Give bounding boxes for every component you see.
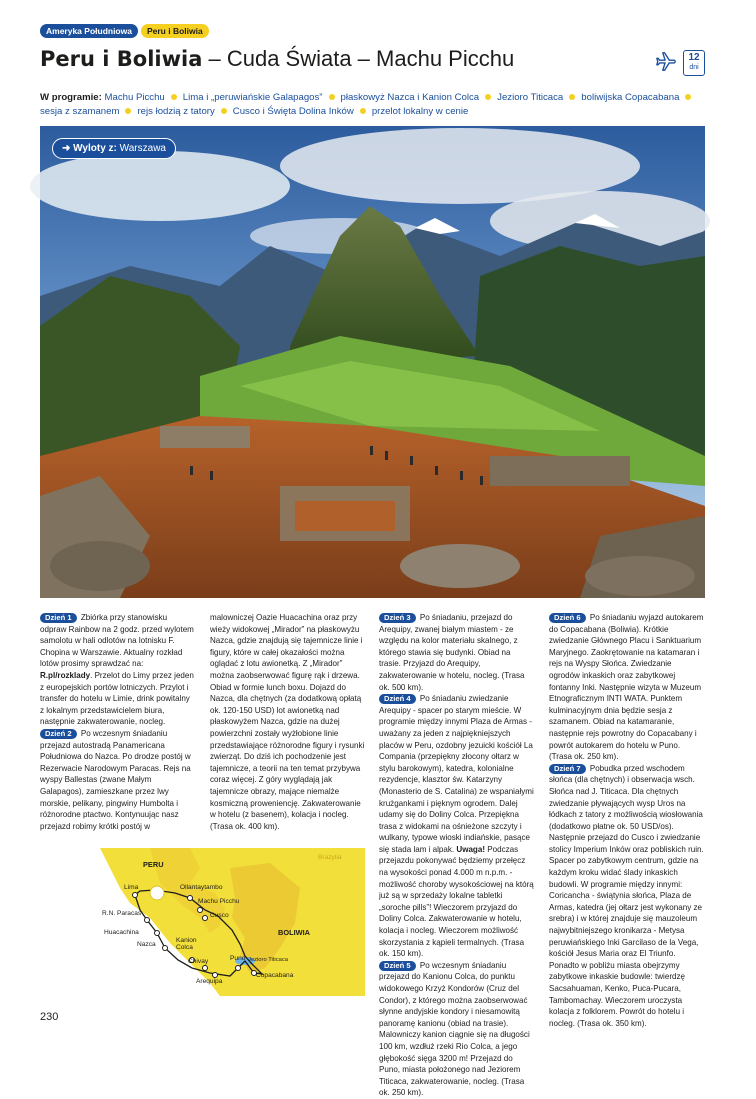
itinerary-column-4 xyxy=(549,612,704,1029)
day-text: Po śniadaniu zwiedzanie Arequipy - spacer po starym mieście. W programie między innymi Plaza de Armas - uważany za jeden z najpiękniejszych placów w Peru, ozdobny jezuicki kościół La Compania (przepiękny złocony ołtarz w stylu barokowym), katedra, kolonialne rezydencje, klasztor św. Katarzyny (Monasterio de S. Catalina) ze wspaniałymi krużgankami i pięknym ogrodem. Dalej udamy się do Doliny Colca. Przepiękna trasa z widokami na ośnieżone szczyty i wulkany, typowe wioski indiańskie, pasące się stada lam i alpak. xyxy=(379,694,534,854)
day-badge: Dzień 6 xyxy=(549,613,586,623)
plane-icon xyxy=(655,51,677,73)
map-label-copacabana: Copacabana xyxy=(256,972,294,979)
day-text: Po wczesnym śniadaniu przejazd do Kanionu Colca, do punktu widokowego Krzyż Kondorów (Cruz del Condor), z którego można zaobserwować słynne andyjskie kondory i niesamowitą panoramę kanionu (obiad na trasie). Malowniczy kanion ciągnie się na długości 100 km, wzdłuż rzeki Rio Colca, a jego głębokość sięga 3200 m! Przejazd do Puno, miasta położonego nad Jeziorem Titicaca, zakwaterowanie, nocleg. (Trasa ok. 250 km). xyxy=(379,960,530,1098)
title-rest: – Cuda Świata – Machu Picchu xyxy=(202,46,515,71)
page-title xyxy=(40,46,514,72)
bullet-icon xyxy=(125,108,131,114)
program-list xyxy=(40,91,720,119)
map-country-peru: PERU xyxy=(143,860,164,869)
day-paragraph xyxy=(40,612,195,728)
bullet-icon xyxy=(485,94,491,100)
program-label: W programie: xyxy=(40,92,102,103)
departure-label: Wyloty z: xyxy=(73,143,117,154)
marker-puno xyxy=(236,966,241,971)
page-number: 230 xyxy=(40,1011,59,1023)
itinerary-column-2 xyxy=(210,612,365,832)
marker-machu-picchu xyxy=(198,908,203,913)
marker-lima xyxy=(133,893,138,898)
day-paragraph xyxy=(549,763,704,1030)
day-paragraph xyxy=(379,693,534,960)
bullet-icon xyxy=(221,108,227,114)
day-paragraph xyxy=(379,960,534,1099)
map-label-arequipa: Arequipa xyxy=(196,978,223,985)
map-label-puno: Puno xyxy=(230,955,246,962)
map-label-cusco: Cusco xyxy=(210,912,229,919)
schedule-link[interactable]: R.pl/rozklady xyxy=(40,670,91,680)
map-label-lima: Lima xyxy=(124,884,139,891)
departure-city: Warszawa xyxy=(119,143,166,154)
program-item: sesja z szamanem xyxy=(40,106,120,117)
arrow-right-icon: ➜ xyxy=(62,143,71,154)
day-text: Zbiórka przy stanowisku odpraw Rainbow na 2 godz. przed wylotem samolotu w hali odlotów na lotnisku F. Chopina w Warszawie. Aktualny rozkład lotów prosimy sprawdzać na: xyxy=(40,613,194,669)
country-tag[interactable]: Peru i Boliwia xyxy=(141,24,209,38)
map-label-paracas: R.N. Paracas xyxy=(102,910,142,917)
itinerary-column-3 xyxy=(379,612,534,1099)
route-map xyxy=(40,848,365,996)
warning-label: Uwaga! xyxy=(456,844,486,854)
map-label-machu-picchu: Machu Picchu xyxy=(198,898,240,905)
program-item: Machu Picchu xyxy=(104,92,165,103)
region-tag[interactable]: Ameryka Południowa xyxy=(40,24,138,38)
map-label-huacachina: Huacachina xyxy=(104,929,139,936)
departure-badge[interactable] xyxy=(52,138,176,159)
title-bold: Peru i Boliwia xyxy=(40,47,203,71)
bullet-icon xyxy=(360,108,366,114)
marker-ollantaytambo xyxy=(188,896,193,901)
day-text: . Przelot do Limy przez jeden z europejskich portów lotniczych. Przylot i transfer do hotelu w Limie, drink powitalny z lokalnym przedstawicielem biura, następnie zakwaterowanie, nocleg. xyxy=(40,670,194,727)
map-label-ollantaytambo: Ollantaytambo xyxy=(180,884,223,891)
map-label-nazca: Nazca xyxy=(137,941,156,948)
hero-photo-machu-picchu xyxy=(40,126,705,598)
marker-huacachina xyxy=(155,931,160,936)
marker-arequipa xyxy=(213,973,218,978)
day-badge: Dzień 3 xyxy=(379,613,416,623)
marker-nazca xyxy=(163,946,168,951)
duration-number: 12 xyxy=(688,52,700,63)
map-label-chivay: Chivay xyxy=(188,958,209,965)
itinerary-column-1 xyxy=(40,612,195,832)
day-text: Po śniadaniu wyjazd autokarem do Copacabana (Boliwia). Krótkie zwiedzanie Głównego Placu i Sanktuarium Maryjnego. Zaokrętowanie na katamaran i rejs na Wyspy Słońca. Zwiedzanie ogrodów inkaskich oraz zabytkowej fontanny Inki. Następnie wizyta w Muzeum Etnograficznym INTI WATA. Punktem kulminacyjnym dnia będzie sesja z szamanem. Obiad na katamaranie, następnie rejs powrotny do Copacabany i powrót autokarem do hotelu w Puno. (Trasa ok. 250 km). xyxy=(549,613,704,762)
calendar-icon xyxy=(683,50,705,76)
map-label-colca: Kanion Colca xyxy=(176,937,197,951)
map-country-bolivia: BOLIWIA xyxy=(278,928,311,937)
program-item: Lima i „peruwiańskie Galapagos” xyxy=(182,92,323,103)
day-text: Po śniadaniu, przejazd do Arequipy, zwanej białym miastem - ze względu na kolor materiału skalnego, z którego stawia się budynki. Obiad na trasie. Przyjazd do Arequipy, zakwaterowanie w hotelu, nocleg. (Trasa ok. 500 km). xyxy=(379,613,525,692)
program-item: Jezioro Titicaca xyxy=(497,92,564,103)
day-text: Podczas przejazdu pokonywać będziemy przełęcz na wysokości ponad 4.000 m n.p.m. - możliwość choroby wysokościowej na którą już są w sprzedaży lokalne tabletki „soroche pills”! Wieczorem przyjazd do Doliny Colca. Zakwaterowanie w hotelu, kolacja i nocleg. Wieczorem możliwość skorzystania z kąpieli termalnych. (Trasa ok. 150 km). xyxy=(379,844,534,959)
program-item: płaskowyż Nazca i Kanion Colca xyxy=(340,92,480,103)
program-item: przelot lokalny w cenie xyxy=(371,106,469,117)
bullet-icon xyxy=(685,94,691,100)
map-country-brazil: Brazylia xyxy=(318,854,342,861)
day-text-continued: malowniczej Oazie Huacachina oraz przy wieży widokowej „Mirador” na płaskowyżu Nazca, gdzie znajdują się tajemnicze linie i figury, które w całej okazałości można oglądać z lotu awionetką. Z „Mirador” można zaobserwować figurę rąk i drzewa. Obiad w formie lunch boxu. Dojazd do Nazca, dla chętnych (za dodatkową opłatą ok. 120-150 USD) lot awionetką nad płaskowyżem Nazca, gdzie na dużej powierzchni zostały wyżłobione linie przedstawiające różnorodne figury i rysunki zwierząt. Do dziś ich pochodzenie jest tajemnicze, a teorii na ten temat przybywa coraz więcej. Z góry wyglądają jak tajemnicze obrazy, mające niemalże kosmiczną proweniencję. Zakwaterowanie w hotelu (z basenem), kolacja i nocleg. (Trasa ok. 400 km). xyxy=(210,613,365,831)
marker-paracas xyxy=(145,918,150,923)
plane-marker-icon xyxy=(150,886,164,900)
bullet-icon xyxy=(171,94,177,100)
day-badge: Dzień 5 xyxy=(379,961,416,971)
day-badge: Dzień 7 xyxy=(549,764,586,774)
bullet-icon xyxy=(569,94,575,100)
marker-cusco xyxy=(203,916,208,921)
day-text: Po wczesnym śniadaniu przejazd autostradą Panamericana Południowa do Nazca. Po drodze postój w Rezerwacie Narodowym Paracas. Rejs na wyspy Ballestas (zwane Małym Galapagos), zamieszkane przez lwy morskie, pelikany, pingwiny Humbolta i różnorodne ptactwo. Kontynuując nasz przejazd robimy krótki postój w xyxy=(40,728,191,831)
day-badge: Dzień 4 xyxy=(379,694,416,704)
program-item: Cusco i Święta Dolina Inków xyxy=(232,106,354,117)
map-label-titicaca: Jezioro Titicaca xyxy=(248,957,288,963)
program-item: boliwijska Copacabana xyxy=(581,92,680,103)
bullet-icon xyxy=(329,94,335,100)
program-item: rejs łodzią z tatory xyxy=(137,106,215,117)
duration-unit: dni xyxy=(689,64,699,71)
day-paragraph xyxy=(379,612,534,693)
marker-chivay xyxy=(203,966,208,971)
day-paragraph xyxy=(40,728,195,832)
day-badge: Dzień 1 xyxy=(40,613,77,623)
day-text: Pobudka przed wschodem słońca (dla chętnych) i obserwacja wsch. Słońca nad J. Titicaca. Dla chętnych zwiedzanie pływających wysp Uros na łódkach z tatory z możliwością wiosłowania (dodatkowo płatne ok. 50 USD/os). Następnie przejazd do Cusco i zwiedzanie stolicy Imperium Inków oraz pobliskich ruin. Spacer po zabytkowym centrum, gdzie na każdym kroku widać ślady inkaskich budowli. W programie między innymi: Coricancha - świątynia słońca, Plaza de Armas, katedra (jej ołtarz jest wykonany ze srebra) i w której znajduje się mauzoleum najwybitniejszego kronikarza - Metysa peruwiańskiego Inki Garcilaso de la Vega, kościół Jesus Maria oraz El Triunfo. Ponadto w pobliżu miasta obejrzymy zabytkowe inkaskie budowle: twierdzę Sacsahuaman, Kenko, Puca-Pucara, Tambomachay. Wieczorem uroczysta kolacja z folklorem. Powrót do hotelu i nocleg. (Trasa ok. 350 km). xyxy=(549,763,704,1028)
day-paragraph xyxy=(549,612,704,763)
breadcrumb-tags xyxy=(40,24,209,38)
day-badge: Dzień 2 xyxy=(40,729,77,739)
